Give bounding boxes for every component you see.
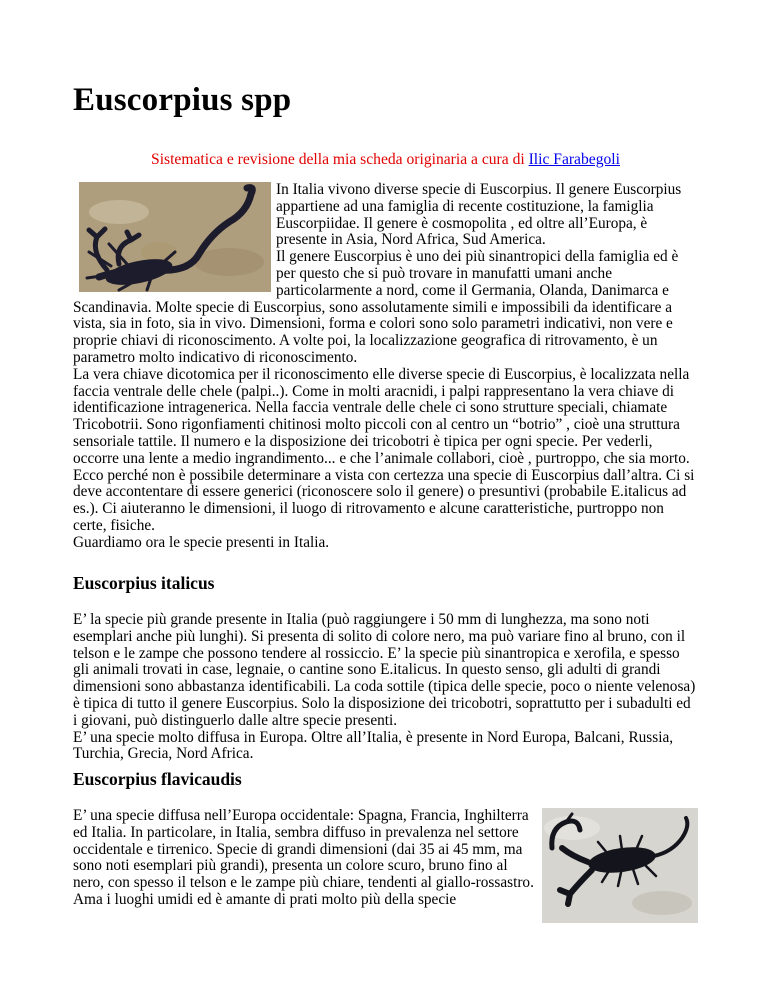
author-link[interactable]: Ilic Farabegoli <box>528 151 620 168</box>
subtitle-text: Sistematica e revisione della mia scheda originaria a cura di <box>151 151 529 168</box>
section-body-flavicaudis-wrapper <box>73 808 698 909</box>
scorpion-photo-1-drawing <box>79 182 271 292</box>
scorpion-photo-1 <box>79 182 271 292</box>
intro-section <box>73 182 698 552</box>
section-body-italicus: E’ la specie più grande presente in Italia (può raggiungere i 50 mm di lunghezza, ma sono noti esemplari anche più lunghi). Si presenta di solito di colore nero, ma può variare fino al bruno, con il telson e le zampe che possono tendere al rossiccio. E’ la specie più sinantropica e xerofila, e spesso gli animali trovati in case, legnaie, o cantine sono E.italicus. In questo senso, gli adulti di grandi dimensioni sono abbastanza identificabili. La coda sottile (tipica delle specie, poco o niente velenosa) è tipica di tutto il genere Euscorpius. Solo la disposizione dei tricobotri, soprattutto per i subadulti ed i giovani, può distinguerlo dalle altre specie presenti. E’ una specie molto diffusa in Europa. Oltre all’Italia, è presente in Nord Europa, Balcani, Russia, Turchia, Grecia, Nord Africa. <box>73 611 696 763</box>
page-title: Euscorpius spp <box>73 82 292 118</box>
subtitle <box>73 150 698 170</box>
section-heading-flavicaudis: Euscorpius flavicaudis <box>73 769 242 789</box>
section-body-flavicaudis: E’ una specie diffusa nell’Europa occidentale: Spagna, Francia, Inghilterra ed Italia. In particolare, in Italia, sembra diffuso in prevalenza nel settore occidentale e tirrenico. Specie di grandi dimensioni (dai 35 ai 45 mm, ma sono noti esemplari più grandi), presenta un colore scuro, bruno fino al nero, con spesso il telson e le zampe più chiare, tendenti al giallo-rossastro. Ama i luoghi umidi ed è amante di prati molto più della specie <box>73 807 534 908</box>
section-italicus <box>73 572 698 763</box>
section-heading-italicus: Euscorpius italicus <box>73 573 215 593</box>
scorpion-photo-2-drawing <box>542 808 698 923</box>
section-flavicaudis <box>73 768 698 925</box>
intro-text: In Italia vivono diverse specie di Euscorpius. Il genere Euscorpius appartiene ad una famiglia di recente costituzione, la famiglia Euscorpiidae. Il genere è cosmopolita , ed oltre all’Europa, è presente in Asia, Nord Africa, Sud America. Il genere Euscorpius è uno dei più sinantropici della famiglia ed è per questo che si può trovare in manufatti umani anche particolarmente a nord, come il Germania, Olanda, Danimarca e Scandinavia. Molte specie di Euscorpius, sono assolutamente simili e impossibili da identificare a vista, sia in foto, sia in vivo. Dimensioni, forma e colori sono solo parametri indicativi, non vere e proprie chiavi di riconoscimento. A volte poi, la localizzazione geografica di ritrovamento, è un parametro molto indicativo di riconoscimento. La vera chiave dicotomica per il riconoscimento elle diverse specie di Euscorpius, è localizzata nella faccia ventrale delle chele (palpi..). Come in molti aracnidi, i palpi rappresentano la vera chiave di identificazione intragenerica. Nella faccia ventrale delle chele ci sono strutture speciali, chiamate Tricobotrii. Sono rigonfiamenti chitinosi molto piccoli con al centro un “botrio” , cioè una struttura sensoriale tattile. Il numero e la disposizione dei tricobotri è tipica per ogni specie. Per vederli, occorre una lente a medio ingrandimento... e che l’animale collabori, cioè , purtroppo, che sia morto. Ecco perché non è possibile determinare a vista con certezza una specie di Euscorpius dall’altra. Ci si deve accontentare di essere generici (riconoscere solo il genere) o presuntivi (probabile E.italicus ad es.). Ci aiuteranno le dimensioni, il luogo di ritrovamento e alcune caratteristiche, purtroppo non certe, fisiche. Guardiamo ora le specie presenti in Italia. <box>73 181 695 551</box>
scorpion-photo-2 <box>542 808 698 923</box>
